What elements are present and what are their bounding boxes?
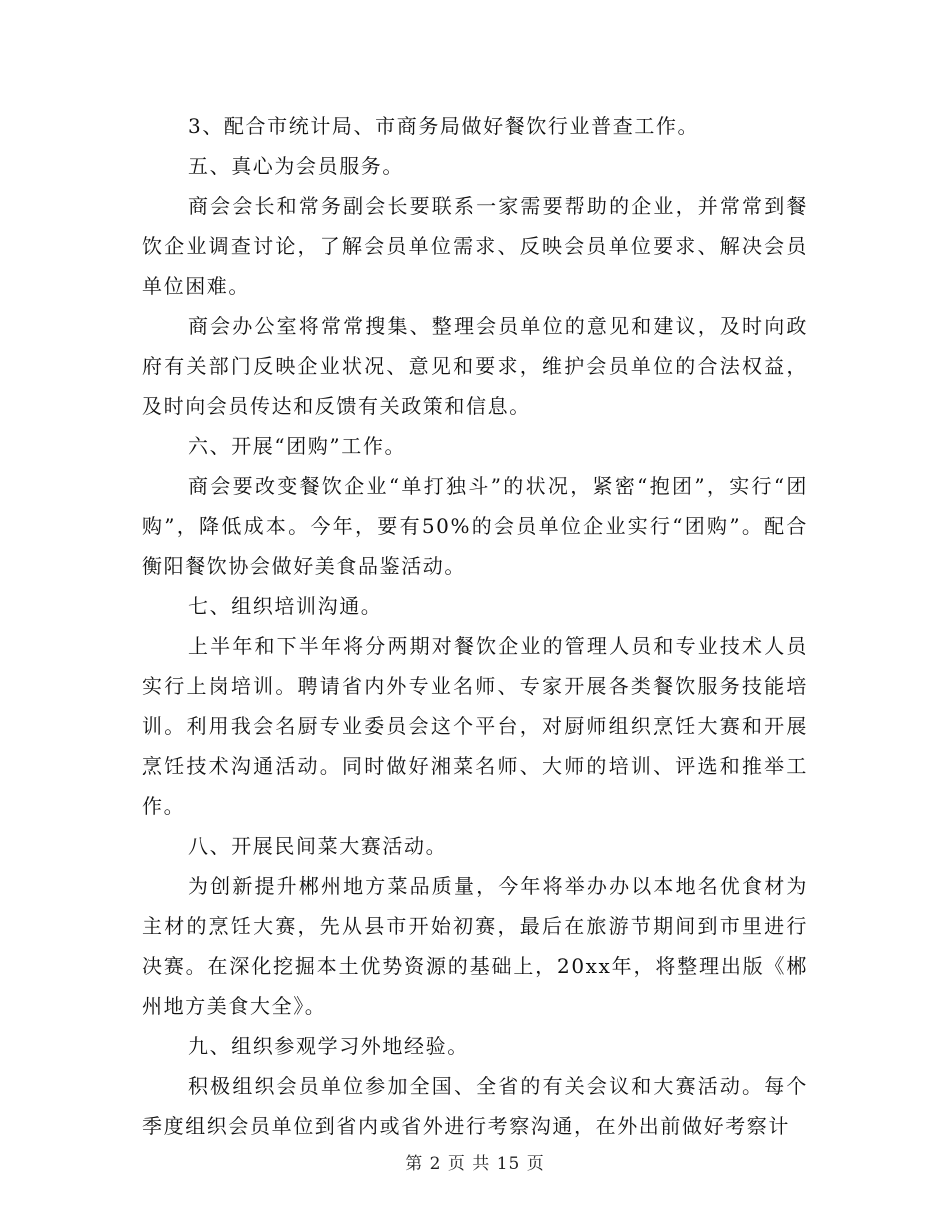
paragraph-office-feedback: 商会办公室将常常搜集、整理会员单位的意见和建议，及时向政府有关部门反映企业状况、意见和要求，维护会员单位的合法权益，及时向会员传达和反馈有关政策和信息。 xyxy=(142,314,808,418)
document-body xyxy=(142,106,808,1146)
list-item-statistics: 3、配合市统计局、市商务局做好餐饮行业普查工作。 xyxy=(188,114,700,138)
paragraph-folk-cuisine: 为创新提升郴州地方菜品质量，今年将举办办以本地名优食材为主材的烹饪大赛，先从县市开始初赛，最后在旅游节期间到市里进行决赛。在深化挖掘本土优势资源的基础上，20xx年，将整理出版《郴州地方美食大全》。 xyxy=(142,874,808,1018)
paragraph-group-purchase: 商会要改变餐饮企业“单打独斗”的状况，紧密“抱团”，实行“团购”，降低成本。今年，要有50%的会员单位企业实行“团购”。配合衡阳餐饮协会做好美食品鉴活动。 xyxy=(142,474,808,578)
paragraph-training: 上半年和下半年将分两期对餐饮企业的管理人员和专业技术人员实行上岗培训。聘请省内外专业名师、专家开展各类餐饮服务技能培训。利用我会名厨专业委员会这个平台，对厨师组织烹饪大赛和开展烹饪技术沟通活动。同时做好湘菜名师、大师的培训、评选和推举工作。 xyxy=(142,634,808,818)
section-heading-study-visit: 九、组织参观学习外地经验。 xyxy=(188,1034,469,1058)
page-number-footer: 第 2 页 共 15 页 xyxy=(405,1154,545,1174)
paragraph-leader-contact: 商会会长和常务副会长要联系一家需要帮助的企业，并常常到餐饮企业调查讨论，了解会员单位需求、反映会员单位要求、解决会员单位困难。 xyxy=(142,194,808,298)
section-heading-training: 七、组织培训沟通。 xyxy=(188,594,383,618)
paragraph-study-visit: 积极组织会员单位参加全国、全省的有关会议和大赛活动。每个季度组织会员单位到省内或省外进行考察沟通，在外出前做好考察计 xyxy=(142,1074,808,1138)
section-heading-member-service: 五、真心为会员服务。 xyxy=(188,154,404,178)
section-heading-folk-cuisine: 八、开展民间菜大赛活动。 xyxy=(188,834,448,858)
section-heading-group-purchase: 六、开展“团购”工作。 xyxy=(188,434,407,458)
